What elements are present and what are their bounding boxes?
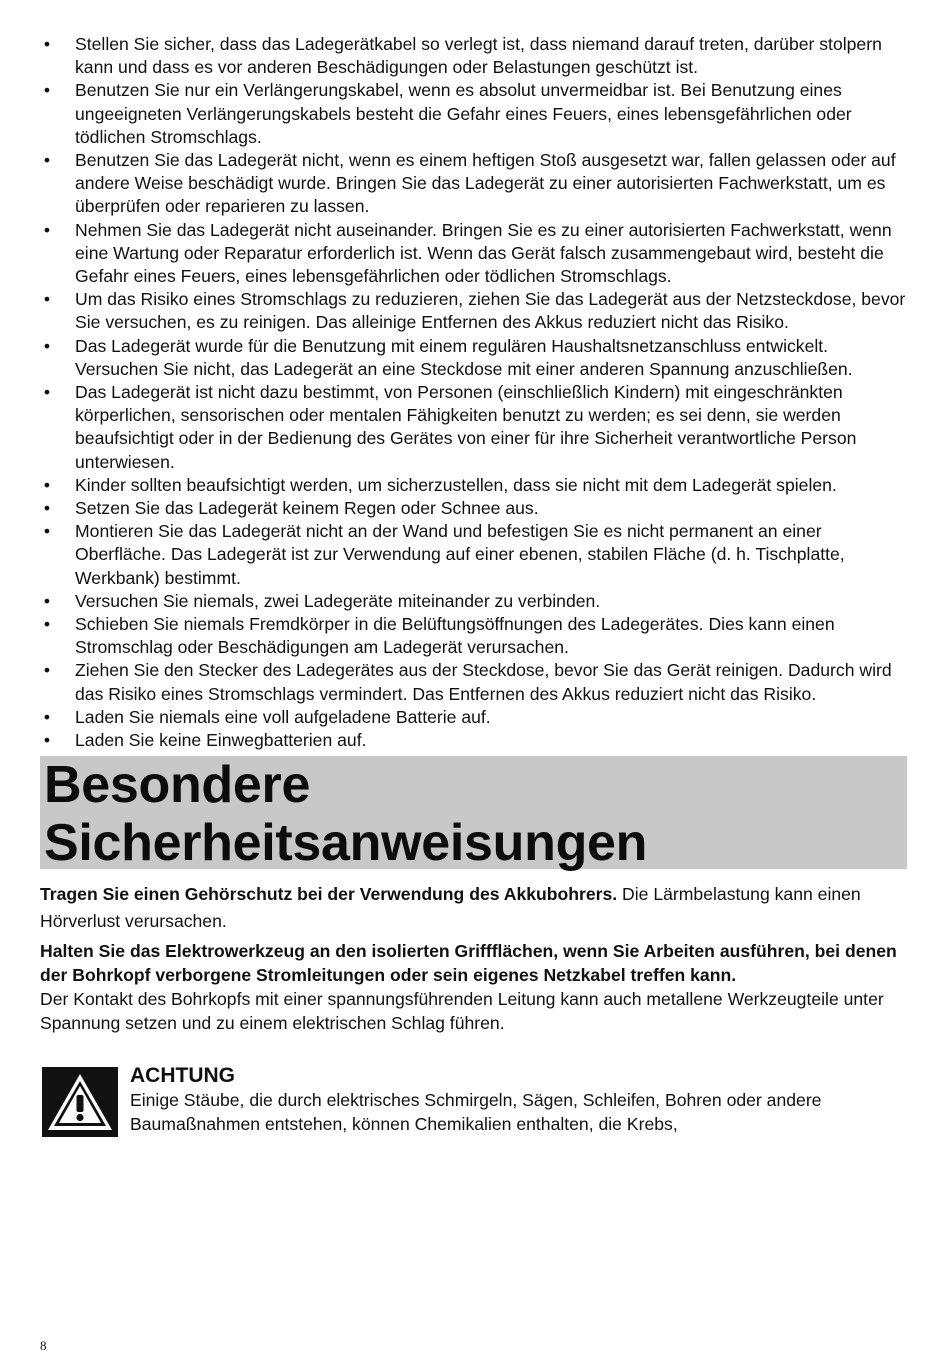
list-item-text: Nehmen Sie das Ladegerät nicht auseinander. Bringen Sie es zu einer autorisierten Fachwerkstatt, wenn eine Wartung oder Reparatur erforderlich ist. Wenn das Gerät falsch zusammengebaut wird, besteht die Gefahr eines Feuers, eines lebensgefährlichen oder tödlichen Stromschlags. [75, 219, 892, 287]
list-item-text: Laden Sie keine Einwegbatterien auf. [75, 730, 367, 751]
list-item-text: Benutzen Sie das Ladegerät nicht, wenn es einem heftigen Stoß ausgesetzt war, fallen gelassen oder auf andere Weise beschädigt wurde. Bringen Sie das Ladegerät zu einer autorisierten Fachwerkstatt, um es überprüfen oder reparieren zu lassen. [75, 150, 896, 217]
bullet-marker: • [43, 150, 51, 171]
page-number: 8 [40, 1338, 47, 1353]
bullet-marker: • [43, 521, 51, 542]
bullet-marker: • [43, 590, 51, 611]
list-item-text: Laden Sie niemals eine voll aufgeladene Batterie auf. [75, 706, 491, 727]
bullet-marker: • [43, 660, 51, 681]
bullet-marker: • [43, 614, 51, 635]
list-item [40, 706, 910, 729]
list-item [40, 590, 910, 613]
insulated-grip-paragraph [40, 939, 910, 1035]
list-item-text: Benutzen Sie nur ein Verlängerungskabel, wenn es absolut unvermeidbar ist. Bei Benutzung eines ungeeigneten Verlängerungskabels besteht die Gefahr eines Feuers, eines lebensgefährlichen oder tödlichen Stromschlags. [75, 80, 852, 147]
section-heading-box [40, 756, 907, 873]
list-item [40, 520, 910, 590]
hearing-protection-paragraph [40, 881, 910, 935]
section-heading-line1: Besondere [44, 756, 311, 815]
list-item [40, 497, 910, 520]
list-item [40, 474, 910, 497]
list-item-text: Setzen Sie das Ladegerät keinem Regen oder Schnee aus. [75, 498, 539, 519]
list-item [40, 381, 910, 474]
list-item [40, 729, 910, 752]
bullet-marker: • [43, 219, 51, 240]
list-item [40, 335, 910, 381]
insulated-grip-text: Der Kontakt des Bohrkopfs mit einer spannungsführenden Leitung kann auch metallene Werkzeugteile unter Spannung setzen und zu einem elektrischen Schlag führen. [40, 989, 884, 1034]
list-item [40, 33, 910, 79]
bullet-marker: • [43, 382, 51, 403]
warning-block [40, 1063, 910, 1143]
list-item [40, 659, 910, 705]
bullet-marker: • [43, 706, 51, 727]
list-item-text: Schieben Sie niemals Fremdkörper in die Belüftungsöffnungen des Ladegerätes. Dies kann einen Stromschlag oder Beschädigungen am Ladegerät verursachen. [75, 614, 835, 658]
section-heading [44, 756, 907, 872]
warning-title: ACHTUNG [130, 1064, 235, 1088]
bullet-marker: • [43, 80, 51, 101]
bullet-marker: • [43, 498, 51, 519]
section-heading-line2: Sicherheitsanweisungen [44, 814, 648, 873]
list-item-text: Versuchen Sie niemals, zwei Ladegeräte miteinander zu verbinden. [75, 590, 601, 611]
warning-body: Einige Stäube, die durch elektrisches Schmirgeln, Sägen, Schleifen, Bohren oder andere Baumaßnahmen entstehen, können Chemikalien enthalten, die Krebs, [130, 1090, 822, 1134]
list-item [40, 288, 910, 334]
insulated-grip-bold: Halten Sie das Elektrowerkzeug an den isolierten Griffflächen, wenn Sie Arbeiten ausführen, bei denen der Bohrkopf verborgene Stromleitungen oder sein eigenes Netzkabel treffen kann. [40, 941, 897, 986]
warning-triangle-icon [42, 1067, 118, 1137]
bullet-marker: • [43, 474, 51, 495]
hearing-protection-text: Die Lärmbelastung kann einen Hörverlust verursachen. [40, 884, 861, 932]
bullet-marker: • [43, 730, 51, 751]
safety-bullet-list [40, 33, 910, 752]
bullet-marker: • [43, 335, 51, 356]
warning-text-block [130, 1063, 910, 1135]
list-item-text: Um das Risiko eines Stromschlags zu reduzieren, ziehen Sie das Ladegerät aus der Netzsteckdose, bevor Sie versuchen, es zu reinigen. Das alleinige Entfernen des Akkus reduziert nicht das Risiko. [75, 289, 906, 333]
bullet-marker: • [43, 34, 51, 54]
list-item-text: Das Ladegerät wurde für die Benutzung mit einem regulären Haushaltsnetzanschluss entwickelt. Versuchen Sie nicht, das Ladegerät an eine Steckdose mit einer anderen Spannung anzuschließen. [75, 335, 853, 379]
list-item [40, 219, 910, 289]
document-page [40, 33, 910, 1143]
list-item-text: Montieren Sie das Ladegerät nicht an der Wand und befestigen Sie es nicht permanent an einer Oberfläche. Das Ladegerät ist zur Verwendung auf einer ebenen, stabilen Fläche (d. h. Tischplatte, Werkbank) bestimmt. [75, 521, 845, 588]
list-item [40, 149, 910, 219]
bullet-marker: • [43, 289, 51, 310]
list-item [40, 613, 910, 659]
list-item-text: Stellen Sie sicher, dass das Ladegerätkabel so verlegt ist, dass niemand darauf treten, darüber stolpern kann und dass es vor anderen Beschädigungen oder Belastungen geschützt ist. [75, 34, 882, 78]
hearing-protection-bold: Tragen Sie einen Gehörschutz bei der Verwendung des Akkubohrers. [40, 884, 618, 905]
list-item [40, 79, 910, 149]
list-item-text: Ziehen Sie den Stecker des Ladegerätes aus der Steckdose, bevor Sie das Gerät reinigen. Dadurch wird das Risiko eines Stromschlags vermindert. Das Entfernen des Akkus reduziert nicht das Risiko. [75, 660, 892, 704]
list-item-text: Kinder sollten beaufsichtigt werden, um sicherzustellen, dass sie nicht mit dem Ladegerät spielen. [75, 474, 837, 495]
list-item-text: Das Ladegerät ist nicht dazu bestimmt, von Personen (einschließlich Kindern) mit eingeschränkten körperlichen, sensorischen oder mentalen Fähigkeiten benutzt zu werden; es sei denn, sie werden beaufsichtigt oder in der Bedienung des Gerätes von einer für ihre Sicherheit verantwortliche Person unterwiesen. [75, 382, 857, 472]
